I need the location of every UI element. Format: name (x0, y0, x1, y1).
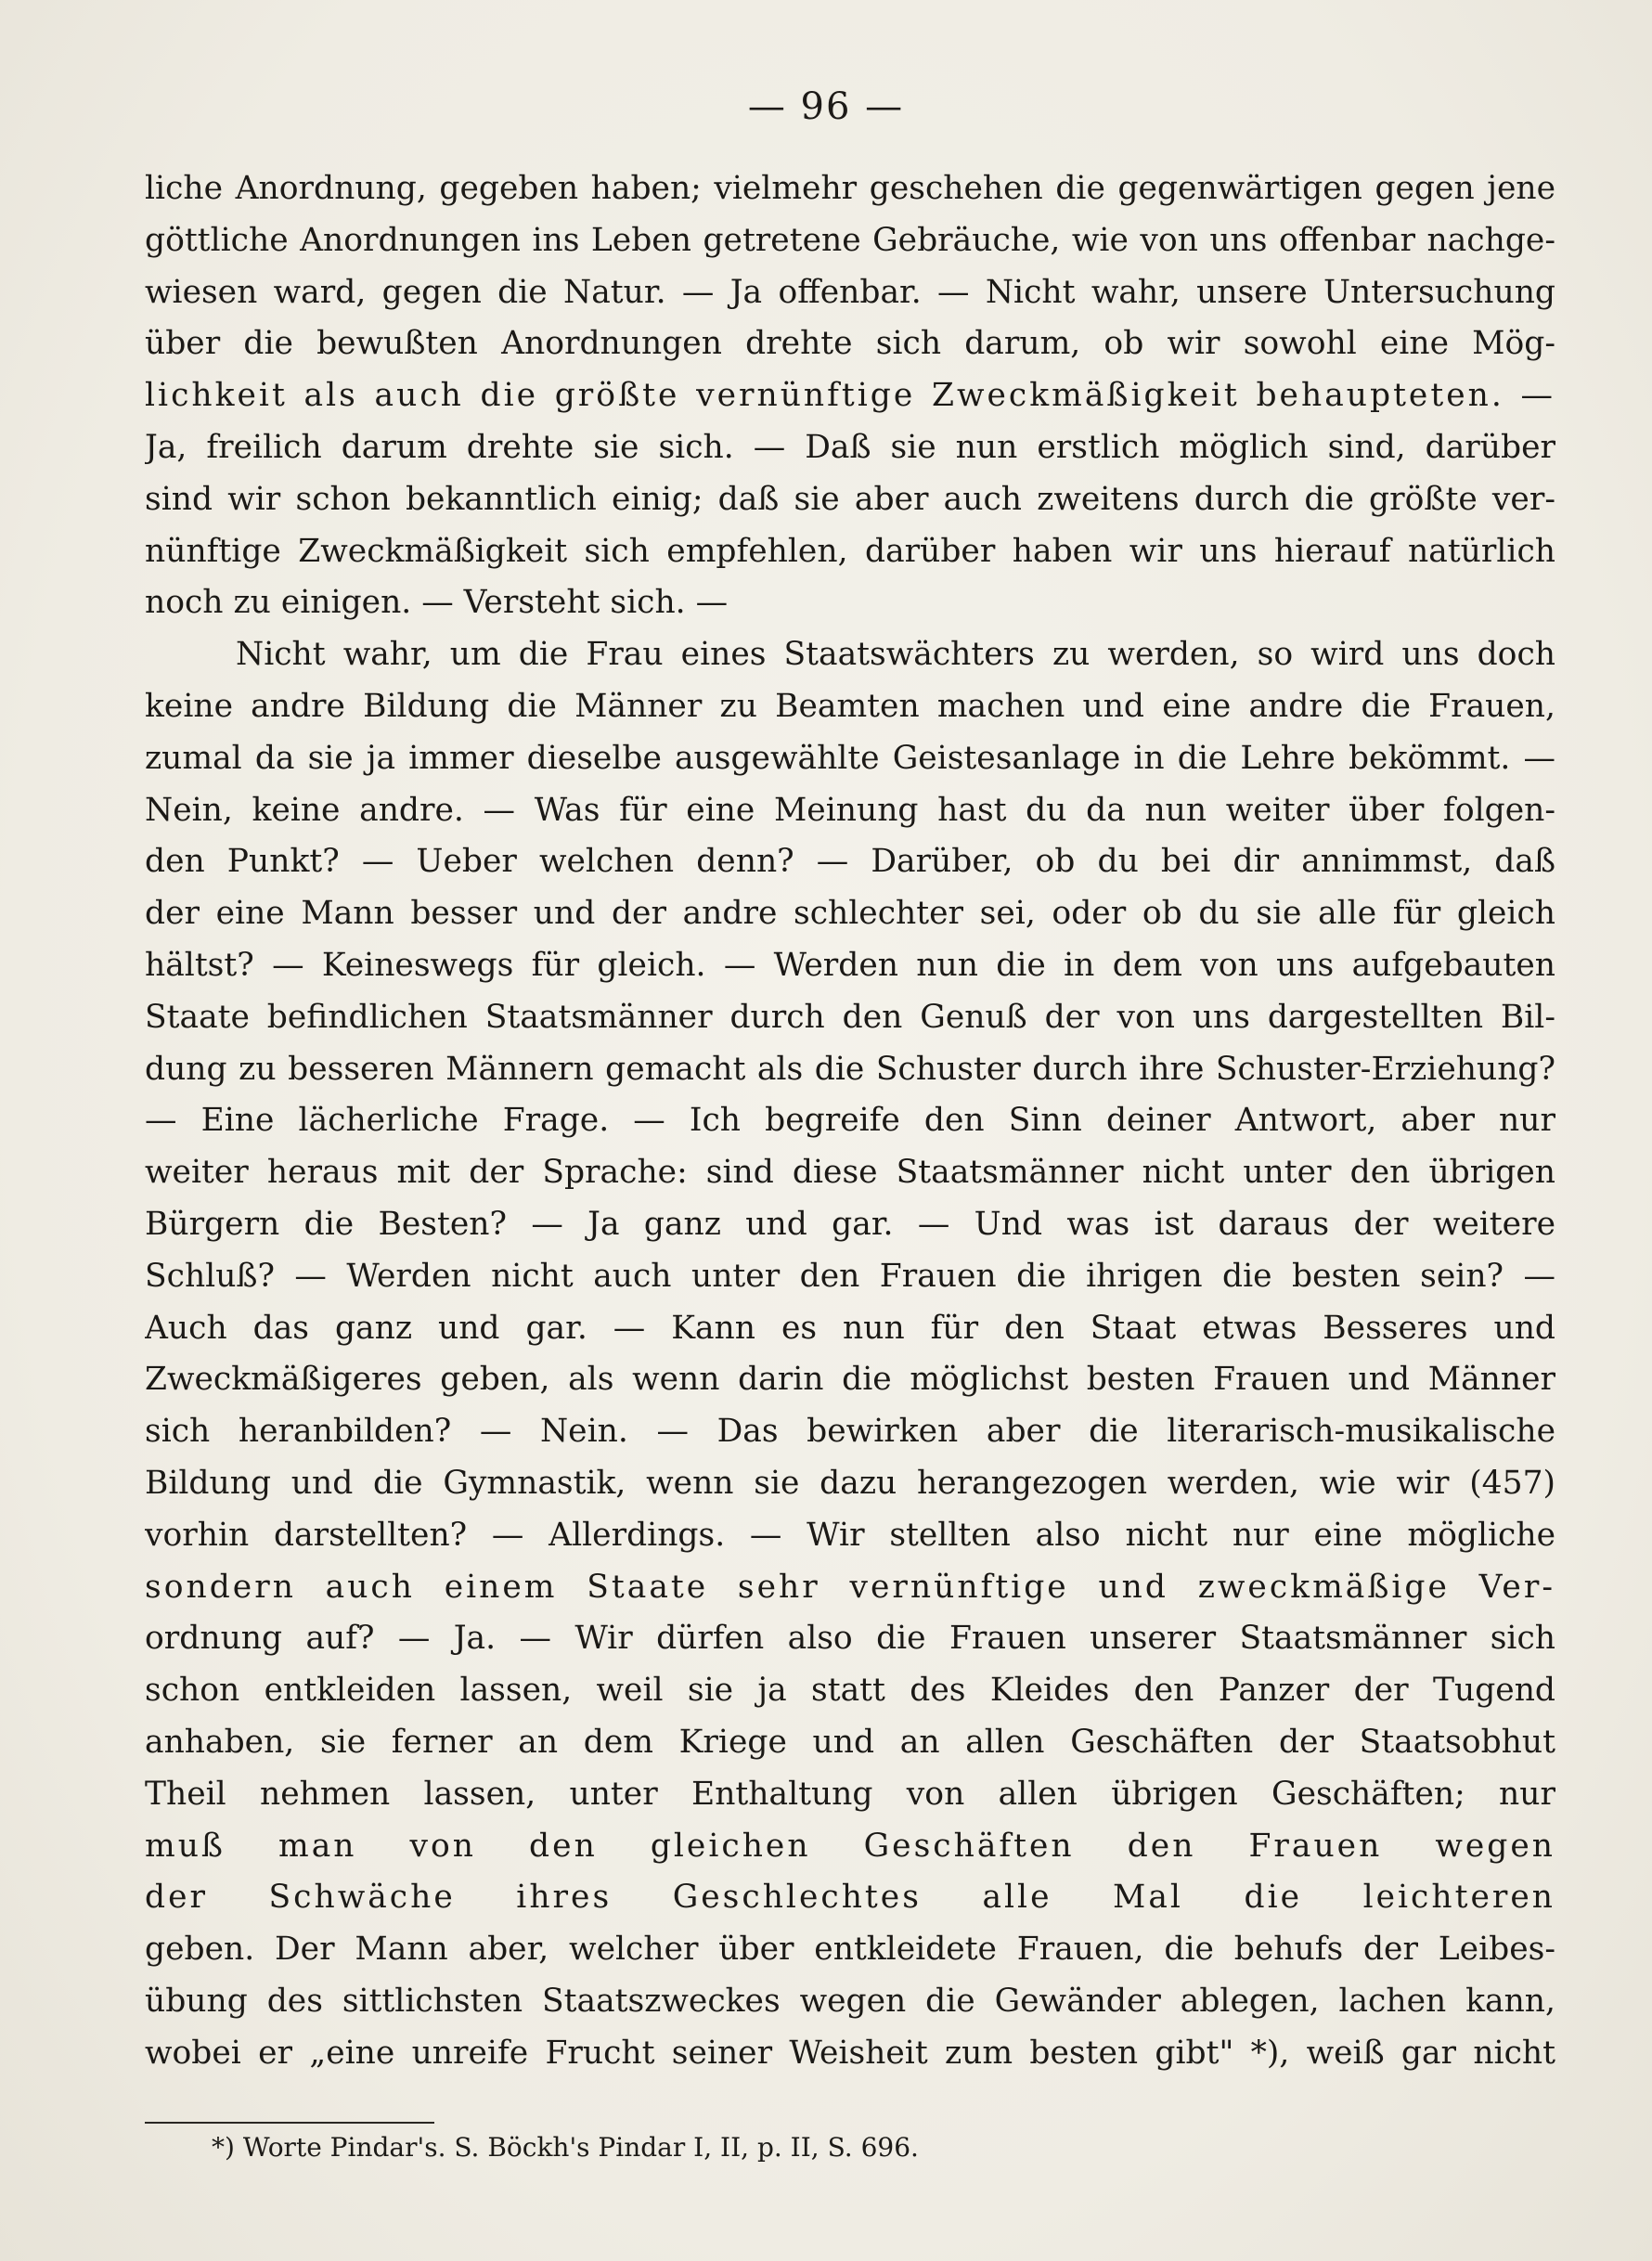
text-line: Bürgern die Besten? — Ja ganz und gar. — Und was ist daraus der weitere (145, 1205, 1555, 1243)
text-line: nünftige Zweckmäßigkeit sich empfehlen, darüber haben wir uns hierauf natürlich (145, 532, 1555, 570)
text-line: der eine Mann besser und der andre schlechter sei, oder ob du sie alle für gleich (145, 895, 1555, 933)
text-line: hältst? — Keineswegs für gleich. — Werden nun die in dem von uns aufgebauten (145, 946, 1555, 984)
text-line: schon entkleiden lassen, weil sie ja statt des Kleides den Panzer der Tugend (145, 1672, 1555, 1710)
text-line: sind wir schon bekanntlich einig; daß sie aber auch zweitens durch die größte ver- (145, 480, 1555, 518)
text-line: der Schwäche ihres Geschlechtes alle Mal die leichteren (145, 1879, 1555, 1917)
text-line: lichkeit als auch die größte vernünftige Zweckmäßigkeit behaupteten. — (145, 377, 1555, 415)
text-line: vorhin darstellten? — Allerdings. — Wir stellten also nicht nur eine mögliche (145, 1516, 1555, 1554)
text-line: dung zu besseren Männern gemacht als die Schuster durch ihre Schuster-Erziehung? (145, 1050, 1555, 1088)
text-line: — Eine lächerliche Frage. — Ich begreife den Sinn deiner Antwort, aber nur (145, 1102, 1555, 1140)
page-number: — 96 — (747, 85, 905, 128)
text-line: noch zu einigen. — Versteht sich. — (145, 584, 729, 622)
text-line: Bildung und die Gymnastik, wenn sie dazu herangezogen werden, wie wir (457) (145, 1464, 1555, 1502)
text-line: geben. Der Mann aber, welcher über entkleidete Frauen, die behufs der Leibes- (145, 1931, 1555, 1969)
text-line: Staate befindlichen Staatsmänner durch den Genuß der von uns dargestellten Bil- (145, 998, 1555, 1036)
text-line: sich heranbilden? — Nein. — Das bewirken aber die literarisch-musikalische (145, 1413, 1555, 1451)
body-text (145, 163, 1555, 2079)
text-line: Nicht wahr, um die Frau eines Staatswächters zu werden, so wird uns doch (236, 636, 1555, 674)
text-line: übung des sittlichsten Staatszweckes wegen die Gewänder ablegen, lachen kann, (145, 1982, 1555, 2020)
text-line: Schluß? — Werden nicht auch unter den Frauen die ihrigen die besten sein? — (145, 1257, 1555, 1295)
text-line: Ja, freilich darum drehte sie sich. — Daß sie nun erstlich möglich sind, darüber (145, 428, 1555, 466)
text-line: Theil nehmen lassen, unter Enthaltung von allen übrigen Geschäften; nur (145, 1775, 1555, 1813)
text-line: wobei er „eine unreife Frucht seiner Weisheit zum besten gibt" *), weiß gar nicht (145, 2034, 1555, 2072)
text-line: muß man von den gleichen Geschäften den Frauen wegen (145, 1827, 1555, 1865)
text-line: ordnung auf? — Ja. — Wir dürfen also die Frauen unserer Staatsmänner sich (145, 1620, 1555, 1658)
text-line: anhaben, sie ferner an dem Kriege und an allen Geschäften der Staatsobhut (145, 1723, 1555, 1761)
footnote-rule (145, 2122, 434, 2124)
text-line: über die bewußten Anordnungen drehte sich darum, ob wir sowohl eine Mög- (145, 325, 1555, 363)
text-line: göttliche Anordnungen ins Leben getretene Gebräuche, wie von uns offenbar nachge- (145, 221, 1555, 259)
text-line: Nein, keine andre. — Was für eine Meinung hast du da nun weiter über folgen- (145, 791, 1555, 829)
text-line: keine andre Bildung die Männer zu Beamten machen und eine andre die Frauen, (145, 687, 1555, 725)
text-line: Zweckmäßigeres geben, als wenn darin die möglichst besten Frauen und Männer (145, 1361, 1555, 1399)
footnote: *) Worte Pindar's. S. Böckh's Pindar I, II, p. II, S. 696. (212, 2132, 919, 2163)
text-line: wiesen ward, gegen die Natur. — Ja offenbar. — Nicht wahr, unsere Untersuchung (145, 273, 1555, 311)
text-line: liche Anordnung, gegeben haben; vielmehr geschehen die gegenwärtigen gegen jene (145, 170, 1555, 207)
text-line: Auch das ganz und gar. — Kann es nun für den Staat etwas Besseres und (145, 1309, 1555, 1347)
text-line: zumal da sie ja immer dieselbe ausgewählte Geistesanlage in die Lehre bekömmt. — (145, 739, 1555, 777)
text-line: sondern auch einem Staate sehr vernünftige und zweckmäßige Ver- (145, 1568, 1555, 1606)
text-line: den Punkt? — Ueber welchen denn? — Darüber, ob du bei dir annimmst, daß (145, 843, 1555, 881)
text-line: weiter heraus mit der Sprache: sind diese Staatsmänner nicht unter den übrigen (145, 1154, 1555, 1192)
